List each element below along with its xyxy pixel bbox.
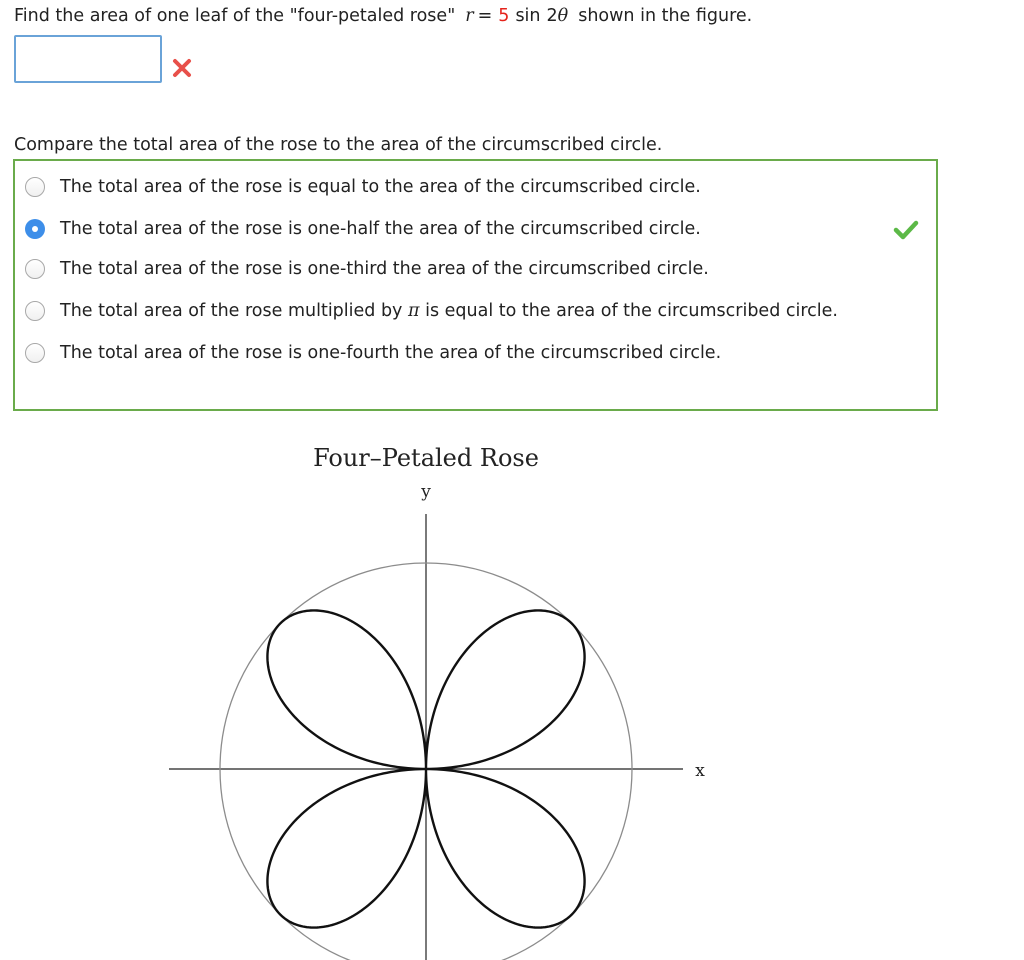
radio-button[interactable] (25, 259, 45, 279)
option-one-third[interactable] (25, 255, 709, 283)
question-1-suffix: shown in the figure. (578, 6, 753, 26)
y-axis-label: y (421, 482, 431, 502)
radio-button[interactable] (25, 343, 45, 363)
radio-button[interactable] (25, 177, 45, 197)
math-coefficient: 5 (498, 6, 510, 26)
option-multiplied-by-pi[interactable] (25, 297, 838, 325)
option-label: The total area of the rose is one-third the area of the circumscribed circle. (60, 259, 709, 279)
answer-input[interactable] (14, 35, 162, 83)
correct-checkmark-icon (893, 219, 919, 241)
radio-button-selected[interactable] (25, 219, 45, 239)
question-1-text (14, 4, 752, 28)
option-label (60, 301, 838, 321)
math-theta: θ (557, 6, 569, 26)
option-label: The total area of the rose is one-fourth the area of the circumscribed circle. (60, 343, 722, 363)
pi-symbol: π (408, 301, 420, 321)
math-function: sin (515, 6, 541, 26)
option-equal[interactable] (25, 173, 701, 201)
option-label: The total area of the rose is equal to the area of the circumscribed circle. (60, 177, 701, 197)
radio-button[interactable] (25, 301, 45, 321)
answer-options-group (13, 159, 938, 411)
option-one-fourth[interactable] (25, 339, 721, 367)
four-petaled-rose-chart (0, 430, 1024, 960)
option-label-post: is equal to the area of the circumscribed circle. (425, 301, 838, 321)
math-argument-number: 2 (546, 6, 558, 26)
x-axis-label: x (695, 761, 705, 781)
math-variable-r: r (465, 6, 474, 26)
incorrect-x-icon (171, 57, 193, 79)
question-1-prefix: Find the area of one leaf of the "four-petaled rose" (14, 6, 456, 26)
question-2-prompt: Compare the total area of the rose to the area of the circumscribed circle. (14, 135, 663, 155)
option-one-half[interactable] (25, 215, 701, 243)
option-label: The total area of the rose is one-half the area of the circumscribed circle. (60, 219, 701, 239)
math-equals: = (477, 6, 493, 26)
chart-title: Four–Petaled Rose (313, 444, 539, 472)
option-label-pre: The total area of the rose multiplied by (60, 301, 403, 321)
